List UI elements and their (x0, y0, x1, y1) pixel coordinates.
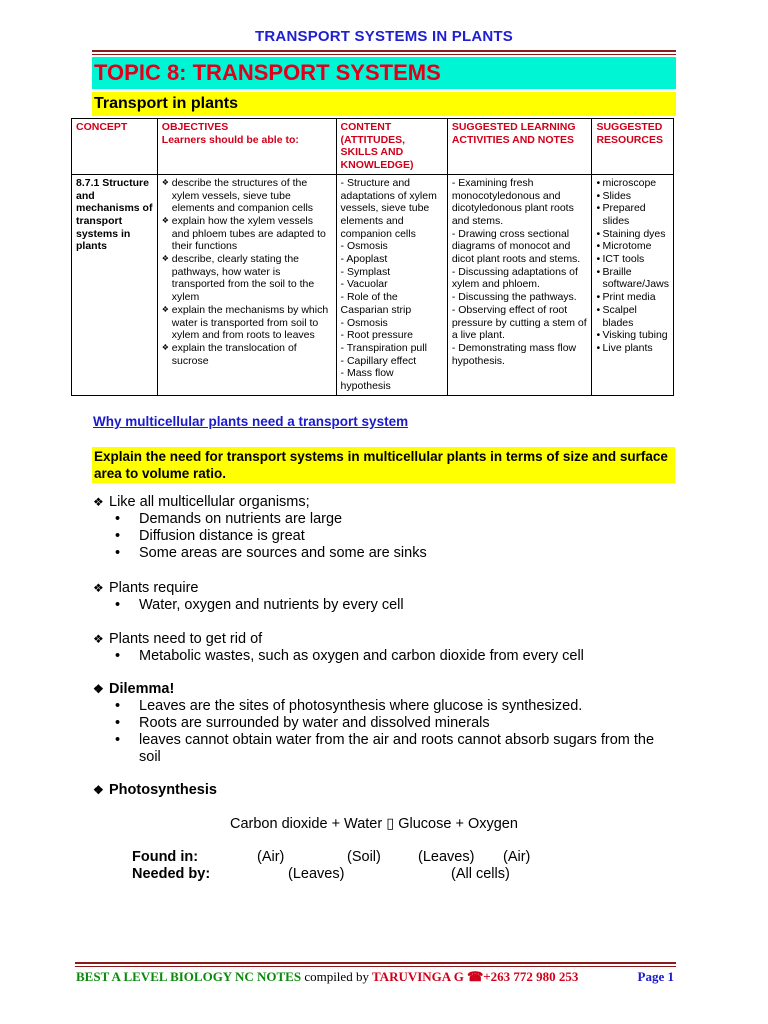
table-header-row (72, 119, 674, 175)
list-item: - Structure and adaptations of xylem vessels, sieve tube elements and companion cells (340, 176, 437, 240)
list-item: • Microtome (596, 240, 669, 253)
header-resources: SUGGESTED RESOURCES (592, 119, 674, 175)
list-item: • Staining dyes (596, 228, 669, 241)
why-heading-link[interactable]: Why multicellular plants need a transport system (93, 414, 409, 429)
list-item: - Discussing the pathways. (451, 291, 577, 304)
syllabus-table (71, 118, 674, 396)
topic-subtitle: Transport in plants (92, 92, 676, 116)
list-item: • Some areas are sources and some are sinks (93, 545, 427, 562)
section-multicellular (93, 494, 427, 562)
section-head: ❖ Plants need to get rid of (93, 631, 584, 648)
footer-notes-title: BEST A LEVEL BIOLOGY NC NOTES (76, 969, 302, 984)
resources-cell (592, 174, 674, 395)
section-get-rid-of (93, 631, 584, 665)
list-item: - Capillary effect (340, 354, 417, 367)
section-head: ❖ Like all multicellular organisms; (93, 494, 427, 511)
footer-phone: ☎+263 772 980 253 (467, 969, 579, 984)
header-objectives-note: Learners should be able to: (161, 133, 299, 146)
list-item: - Drawing cross sectional diagrams of monocot and dicot plant roots and stems. (451, 227, 581, 266)
list-item: • Braille software/Jaws (596, 266, 669, 291)
page-number: Page 1 (637, 969, 674, 984)
page-footer (76, 969, 676, 985)
needed-by-value: (Leaves) (288, 866, 345, 882)
header-concept: CONCEPT (72, 119, 158, 175)
list-item: - Role of the Casparian strip (340, 291, 412, 316)
list-item: • Visking tubing (596, 329, 669, 342)
needed-by-value: (All cells) (451, 866, 510, 882)
section-photosynthesis (93, 782, 217, 799)
list-item: • Slides (596, 190, 669, 203)
bullet-list (93, 698, 679, 766)
list-item: - Examining fresh monocotyledonous and dicotyledonous plant roots and stems. (451, 176, 574, 227)
objectives-cell (157, 174, 336, 395)
activities-list (452, 177, 588, 368)
header-objectives-label: OBJECTIVES (161, 121, 229, 133)
list-item: • Prepared slides (596, 202, 669, 227)
found-in-value: (Soil) (347, 849, 381, 865)
list-item: - Demonstrating mass flow hypothesis. (451, 341, 577, 367)
footer-compiled: compiled by (304, 969, 369, 984)
found-in-value: (Air) (257, 849, 285, 865)
list-item: - Vacuolar (340, 278, 388, 291)
list-item: - Observing effect of root pressure by cutting a stem of a live plant. (451, 303, 587, 342)
list-item: ❖ describe the structures of the xylem vessels, sieve tube elements and companion cells (162, 177, 332, 215)
resources-list (596, 177, 669, 355)
section-plants-require (93, 580, 404, 614)
list-item: • Water, oxygen and nutrients by every cell (93, 597, 404, 614)
list-item: • Print media (596, 291, 669, 304)
list-item: ❖ explain how the xylem vessels and phloem tubes are adapted to their functions (162, 215, 332, 253)
footer-author: TARUVINGA G (371, 969, 464, 984)
list-item: • Roots are surrounded by water and dissolved minerals (93, 715, 679, 732)
list-item: - Apoplast (340, 253, 388, 266)
list-item: • Leaves are the sites of photosynthesis where glucose is synthesized. (93, 698, 679, 715)
list-item: - Discussing adaptations of xylem and phloem. (451, 265, 578, 291)
list-item: • microscope (596, 177, 669, 190)
list-item: ❖ explain the translocation of sucrose (162, 342, 332, 367)
content-cell (336, 174, 447, 395)
concept-cell: 8.7.1 Structure and mechanisms of transport systems in plants (72, 174, 158, 395)
found-in-value: (Air) (503, 849, 531, 865)
needed-by-label: Needed by: (132, 866, 211, 882)
list-item: ❖ describe, clearly stating the pathways, how water is transported from the soil to the xylem (162, 253, 332, 304)
section-head: ❖ Photosynthesis (93, 782, 217, 799)
list-item: • Metabolic wastes, such as oxygen and carbon dioxide from every cell (93, 648, 584, 665)
section-head: ❖ Dilemma! (93, 681, 679, 698)
table-row (72, 174, 674, 395)
list-item: ❖ explain the mechanisms by which water is transported from soil to xylem and from roots to leaves (162, 304, 332, 342)
bullet-list (93, 511, 427, 562)
list-item: - Symplast (340, 265, 391, 278)
footer-rule-thin (75, 966, 676, 967)
activities-cell (447, 174, 592, 395)
explain-question: Explain the need for transport systems in multicellular plants in terms of size and surface area to volume ratio. (92, 447, 675, 483)
bullet-list (93, 597, 404, 614)
photosynthesis-equation: Carbon dioxide + Water ▯ Glucose + Oxygen (230, 816, 518, 832)
header-rule (92, 50, 676, 52)
list-item: - Root pressure (340, 329, 413, 342)
found-in-value: (Leaves) (418, 849, 475, 865)
objectives-list (162, 177, 332, 368)
bullet-list (93, 648, 584, 665)
list-item: - Transpiration pull (340, 341, 427, 354)
list-item: • ICT tools (596, 253, 669, 266)
list-item: • Live plants (596, 342, 669, 355)
list-item: - Osmosis (340, 240, 388, 253)
section-dilemma (93, 681, 679, 766)
found-in-label: Found in: (132, 849, 199, 865)
section-head: ❖ Plants require (93, 580, 404, 597)
list-item: • Scalpel blades (596, 304, 669, 329)
list-item: • Demands on nutrients are large (93, 511, 427, 528)
list-item: - Osmosis (340, 316, 388, 329)
footer-rule (75, 962, 676, 964)
list-item: • Diffusion distance is great (93, 528, 427, 545)
topic-title: TOPIC 8: TRANSPORT SYSTEMS (92, 57, 676, 89)
list-item: - Mass flow hypothesis (340, 367, 394, 393)
header-content: CONTENT (ATTITUDES, SKILLS AND KNOWLEDGE) (336, 119, 447, 175)
running-header: TRANSPORT SYSTEMS IN PLANTS (255, 28, 513, 45)
list-item: • leaves cannot obtain water from the air and roots cannot absorb sugars from the soil (93, 732, 679, 766)
header-rule-thin (92, 54, 676, 55)
header-objectives (157, 119, 336, 175)
header-activities: SUGGESTED LEARNING ACTIVITIES AND NOTES (447, 119, 592, 175)
content-list (341, 177, 443, 393)
